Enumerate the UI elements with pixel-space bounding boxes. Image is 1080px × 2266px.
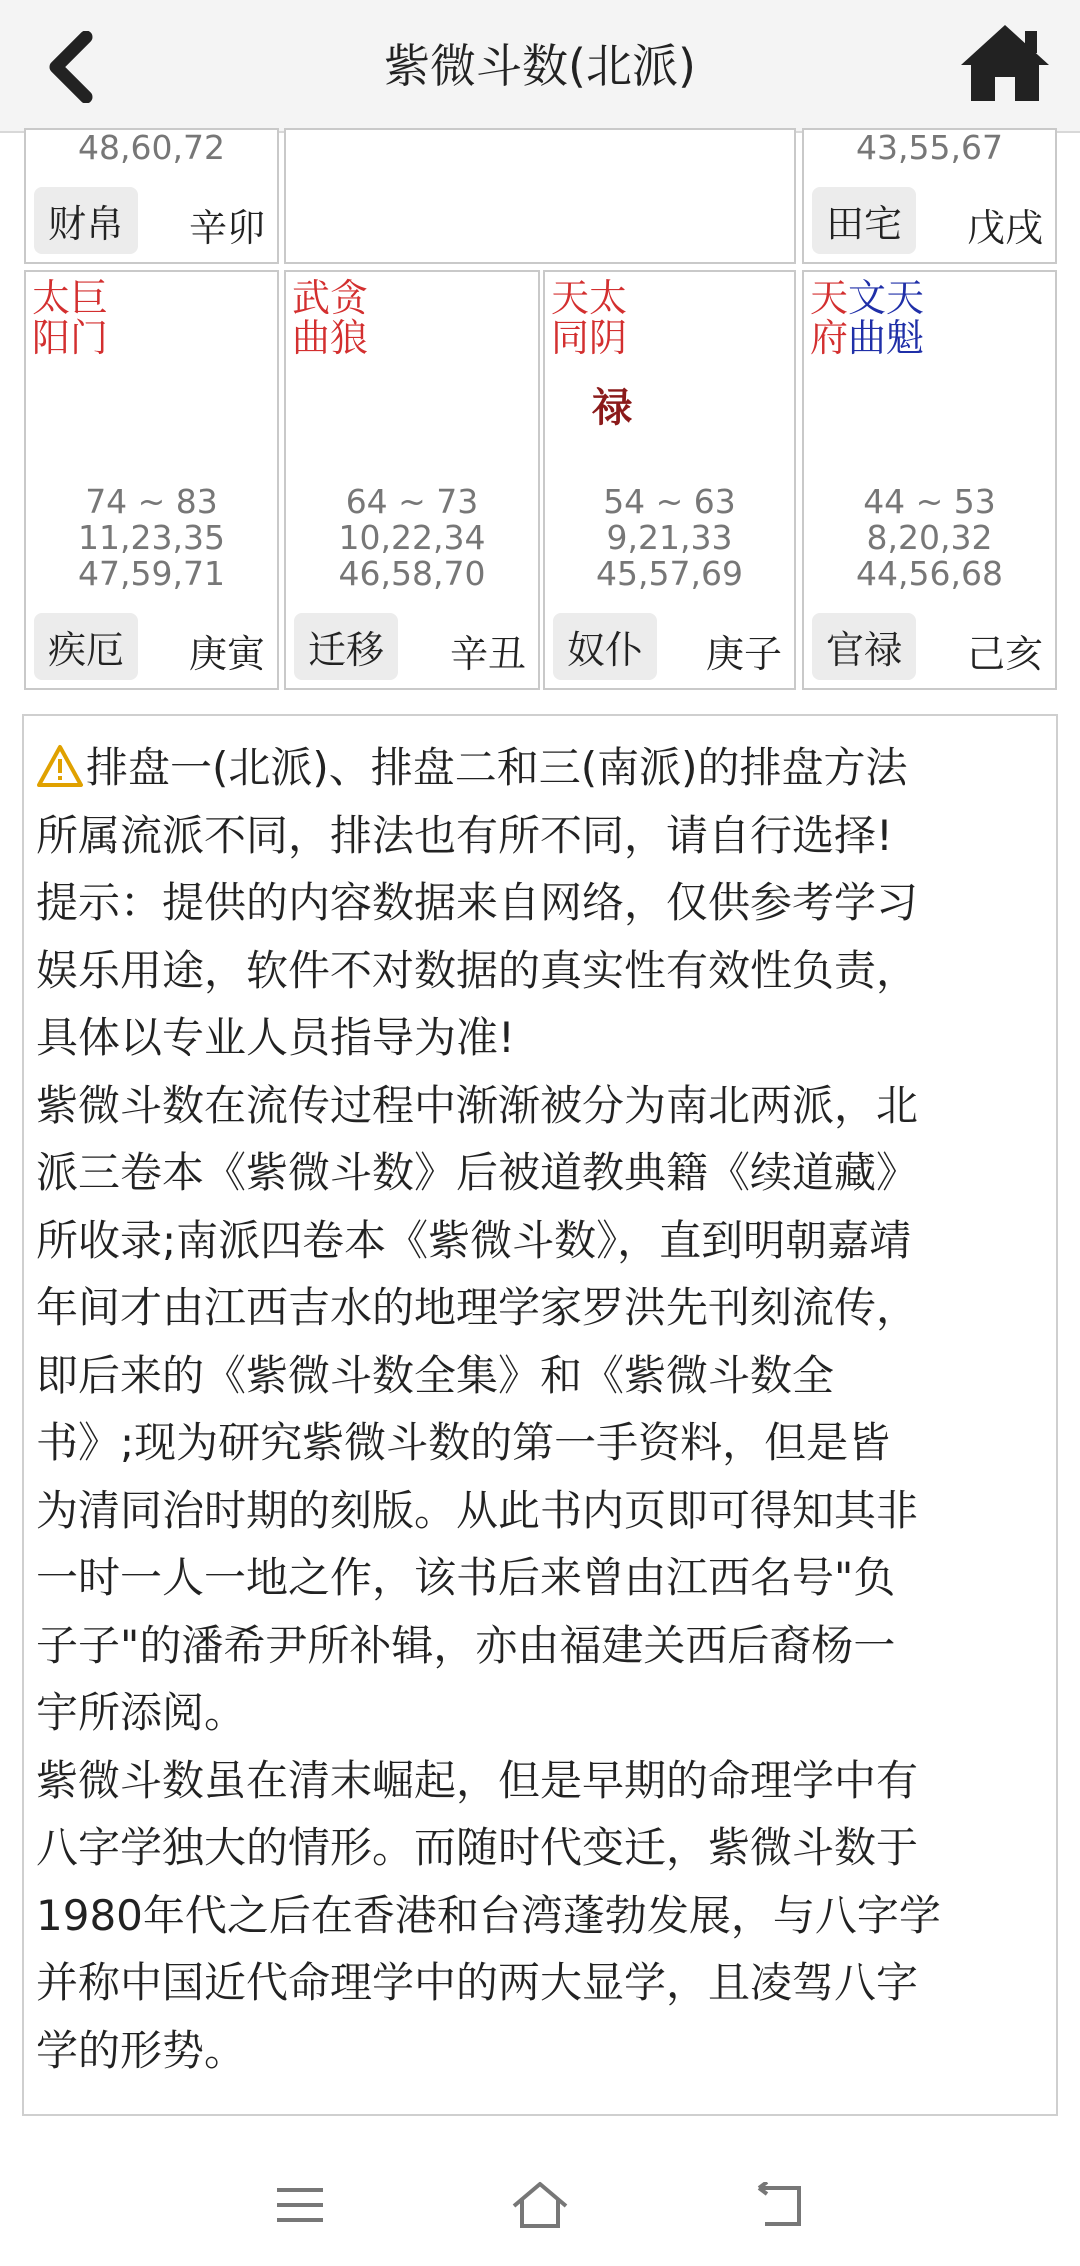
star-group <box>551 278 627 358</box>
star-group <box>32 278 108 358</box>
notice-line: 提示：提供的内容数据来自网络，仅供参考学习 <box>36 878 919 927</box>
star-char: 文 <box>848 276 887 320</box>
cell-numbers: 8,20,32 <box>866 518 993 557</box>
star-char: 武 <box>292 276 331 320</box>
age-range: 74 ~ 83 <box>85 482 218 521</box>
cell-numbers: 46,58,70 <box>338 554 486 593</box>
star-group <box>810 278 924 358</box>
star-char: 贪 <box>330 276 369 320</box>
palace-label: 奴仆 <box>553 613 657 680</box>
cell-numbers: 47,59,71 <box>78 554 225 593</box>
notice-line: 具体以专业人员指导为准! <box>36 1013 515 1062</box>
palace-cell-jie[interactable] <box>24 270 279 690</box>
star-name <box>292 278 330 358</box>
star-name <box>551 278 589 358</box>
notice-line: 紫微斗数虽在清末崛起，但是早期的命理学中有 <box>36 1755 919 1805</box>
top-bar <box>0 0 1080 133</box>
notice-line: 所属流派不同，排法也有所不同，请自行选择! <box>36 810 893 860</box>
notice-line: 一时一人一地之作，该书后来曾由江西名号"负 <box>36 1553 896 1602</box>
notice-line: 书》;现为研究紫微斗数的第一手资料，但是皆 <box>36 1418 891 1467</box>
star-char: 阴 <box>589 316 628 360</box>
system-nav-bar <box>0 2150 1080 2266</box>
palace-label: 官禄 <box>812 613 916 680</box>
menu-icon <box>275 2184 325 2226</box>
notice-line: 娱乐用途，软件不对数据的真实性有效性负责， <box>36 945 919 995</box>
notice-line: 宇所添阅。 <box>36 1688 247 1737</box>
notice-line: 所收录;南派四卷本《紫微斗数》，直到明朝嘉靖 <box>36 1215 912 1265</box>
nav-back-button[interactable] <box>740 2170 820 2240</box>
cell-numbers: 44,56,68 <box>856 554 1003 593</box>
notice-line: 子子"的潘希尹所补辑，亦由福建关西后裔杨一 <box>36 1620 896 1670</box>
notice-line: 并称中国近代命理学中的两大显学，且凌驾八字 <box>36 1958 919 2007</box>
notice-line: 即后来的《紫微斗数全集》和《紫微斗数全 <box>36 1350 835 1400</box>
age-range: 44 ~ 53 <box>863 482 996 521</box>
notice-line: 八字学独大的情形。而随时代变迁，紫微斗数于 <box>36 1823 919 1872</box>
notice-line: 1980年代之后在香港和台湾蓬勃发展，与八字学 <box>36 1890 941 1940</box>
nav-home-button[interactable] <box>500 2170 580 2240</box>
palace-cell-guanlu[interactable] <box>802 270 1057 690</box>
palace-cell-tianzhai[interactable] <box>802 128 1057 264</box>
cell-numbers: 10,22,34 <box>338 518 486 557</box>
center-panel <box>284 128 796 264</box>
home-icon <box>957 21 1053 103</box>
nav-menu-button[interactable] <box>260 2170 340 2240</box>
star-name <box>589 278 627 358</box>
star-char: 太 <box>589 276 628 320</box>
palace-label: 财帛 <box>34 187 138 254</box>
star-group <box>292 278 368 358</box>
star-char: 曲 <box>848 316 887 360</box>
cell-numbers: 43,55,67 <box>856 128 1003 167</box>
star-name <box>70 278 108 358</box>
palace-label: 田宅 <box>812 187 916 254</box>
star-char: 曲 <box>292 316 331 360</box>
page-title: 紫微斗数(北派) <box>384 39 696 93</box>
age-range: 54 ~ 63 <box>603 482 736 521</box>
palace-label: 迁移 <box>294 613 398 680</box>
star-char: 狼 <box>330 316 369 360</box>
star-char: 门 <box>70 316 109 360</box>
palace-cell-qianyi[interactable] <box>284 270 540 690</box>
notice-line: 学的形势。 <box>36 2025 247 2075</box>
ganzhi-label: 己亥 <box>966 632 1043 676</box>
cell-numbers: 45,57,69 <box>596 554 743 593</box>
palace-cell-nupu[interactable] <box>543 270 796 690</box>
star-name <box>848 278 886 358</box>
lu-transform-badge: 禄 <box>592 385 632 431</box>
star-char: 太 <box>32 276 71 320</box>
notice-line: 为清同治时期的刻版。从此书内页即可得知其非 <box>36 1485 919 1535</box>
notice-line: 年间才由江西吉水的地理学家罗洪先刊刻流传， <box>36 1283 919 1332</box>
notice-line: 紫微斗数在流传过程中渐渐被分为南北两派，北 <box>36 1080 919 1130</box>
star-name <box>810 278 848 358</box>
notice-text: 排盘一(北派)、排盘二和三(南派)的排盘方法 <box>86 743 908 792</box>
home-button[interactable] <box>950 12 1060 112</box>
notice-line: 派三卷本《紫微斗数》后被道教典籍《续道藏》 <box>36 1148 919 1197</box>
star-char: 天 <box>551 276 590 320</box>
star-char: 同 <box>551 316 590 360</box>
ganzhi-label: 庚寅 <box>188 632 265 676</box>
palace-label: 疾厄 <box>34 613 138 680</box>
palace-cell-caibo[interactable] <box>24 128 279 264</box>
star-char: 阳 <box>32 316 71 360</box>
star-char: 天 <box>810 276 849 320</box>
ganzhi-label: 辛丑 <box>449 632 526 676</box>
notice-panel <box>22 714 1058 2116</box>
notice-line <box>36 734 1044 802</box>
star-char: 府 <box>810 316 849 360</box>
ganzhi-label: 戊戌 <box>966 206 1043 250</box>
home-outline-icon <box>510 2180 570 2230</box>
ganzhi-label: 庚子 <box>705 632 782 676</box>
star-char: 巨 <box>70 276 109 320</box>
back-icon <box>755 2182 805 2228</box>
cell-numbers: 11,23,35 <box>78 518 225 557</box>
ganzhi-label: 辛卯 <box>188 206 265 250</box>
cell-numbers: 48,60,72 <box>78 128 225 167</box>
age-range: 64 ~ 73 <box>345 482 479 521</box>
star-name <box>886 278 924 358</box>
warning-icon <box>36 744 84 788</box>
star-char: 天 <box>886 276 925 320</box>
star-char: 魁 <box>886 316 925 360</box>
star-name <box>330 278 368 358</box>
star-name <box>32 278 70 358</box>
cell-numbers: 9,21,33 <box>606 518 733 557</box>
